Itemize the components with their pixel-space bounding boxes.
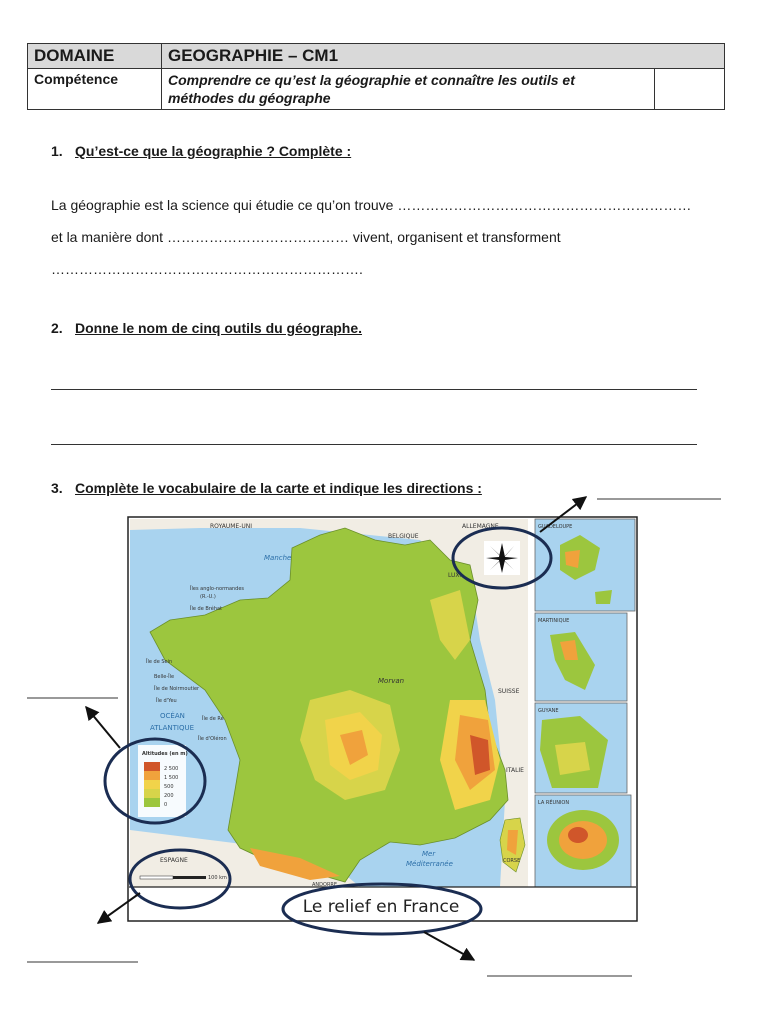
label-mediterranee: Méditerranée xyxy=(406,860,453,868)
question-1-line-1[interactable]: La géographie est la science qui étudie ce qu’on trouve ……………………………………………………… xyxy=(51,197,692,213)
legend-value-2: 500 xyxy=(164,784,174,790)
label-iles-anglo-sub: (R.-U.) xyxy=(200,594,216,600)
label-ile-yeu: Île d'Yeu xyxy=(156,698,177,704)
label-ile-sein: Île de Sein xyxy=(146,659,173,665)
label-royaume-uni: ROYAUME-UNI xyxy=(210,523,253,530)
legend-swatch-hill xyxy=(144,789,160,798)
legend-swatch-mid xyxy=(144,780,160,789)
question-3-number: 3. xyxy=(51,480,63,496)
label-iles-anglo: Îles anglo-normandes xyxy=(190,586,245,592)
competence-line-1: Comprendre ce qu’est la géographie et connaître les outils et xyxy=(168,72,575,88)
legend-swatch-peak xyxy=(144,762,160,771)
label-guyane: GUYANE xyxy=(538,708,559,714)
question-1-number: 1. xyxy=(51,143,63,159)
legend-value-1: 1 500 xyxy=(164,775,179,781)
compass-rose-icon xyxy=(484,541,520,575)
question-1-title: Qu’est-ce que la géographie ? Complète : xyxy=(75,143,352,159)
question-2-title: Donne le nom de cinq outils du géographe. xyxy=(75,320,363,336)
label-morvan: Morvan xyxy=(378,677,405,685)
domain-label: DOMAINE xyxy=(28,44,162,69)
label-martinique: MARTINIQUE xyxy=(538,618,570,624)
label-ile-oleron: Île d'Oléron xyxy=(198,736,227,742)
label-ile-re: Île de Ré xyxy=(202,716,224,722)
marie-galante xyxy=(595,590,612,604)
guadeloupe-relief xyxy=(565,550,580,568)
legend-value-3: 200 xyxy=(164,793,174,799)
question-2-number: 2. xyxy=(51,320,63,336)
label-espagne: ESPAGNE xyxy=(160,857,188,864)
arrow-title xyxy=(424,932,474,960)
legend-value-4: 0 xyxy=(164,802,168,808)
competence-line-2: méthodes du géographe xyxy=(168,90,331,106)
label-guadeloupe: GUADELOUPE xyxy=(538,524,573,530)
legend-title: Altitudes (en m) xyxy=(142,751,188,757)
domain-value: GEOGRAPHIE – CM1 xyxy=(162,44,725,69)
label-atlantique: ATLANTIQUE xyxy=(150,724,195,732)
label-la-reunion: LA RÉUNION xyxy=(538,800,570,806)
label-allemagne: ALLEMAGNE xyxy=(462,523,499,530)
scale-label: 100 km xyxy=(208,875,227,881)
label-lux: LUX. xyxy=(448,572,462,579)
question-3-title: Complète le vocabulaire de la carte et indique les directions : xyxy=(75,480,482,496)
label-belle-ile: Belle-Île xyxy=(154,674,175,680)
guyane-relief xyxy=(555,742,590,775)
competence-label: Compétence xyxy=(28,69,162,110)
label-mer: Mer xyxy=(422,850,436,858)
label-andorre: ANDORRE xyxy=(312,882,338,888)
legend-swatch-low xyxy=(144,798,160,807)
label-suisse: SUISSE xyxy=(498,688,520,695)
label-ile-noirmoutier: Île de Noirmoutier xyxy=(154,686,200,692)
question-1-line-2[interactable]: et la manière dont ………………………………… vivent, organisent et transforment xyxy=(51,229,561,245)
arrow-legend xyxy=(86,707,120,748)
label-manche: Manche xyxy=(264,554,292,562)
scale-bar xyxy=(140,876,206,879)
legend-value-0: 2 500 xyxy=(164,766,179,772)
reunion-peak xyxy=(568,827,588,843)
question-1-line-3[interactable]: …………………………………………………………. xyxy=(51,261,363,277)
label-italie: ITALIE xyxy=(506,767,524,774)
label-ile-de-brehat: Île de Bréhat xyxy=(190,606,223,612)
label-belgique: BELGIQUE xyxy=(388,533,419,540)
label-corse: CORSE xyxy=(503,858,521,864)
label-ocean: OCÉAN xyxy=(160,712,185,720)
map-caption: Le relief en France xyxy=(302,897,460,917)
legend-swatch-high xyxy=(144,771,160,780)
